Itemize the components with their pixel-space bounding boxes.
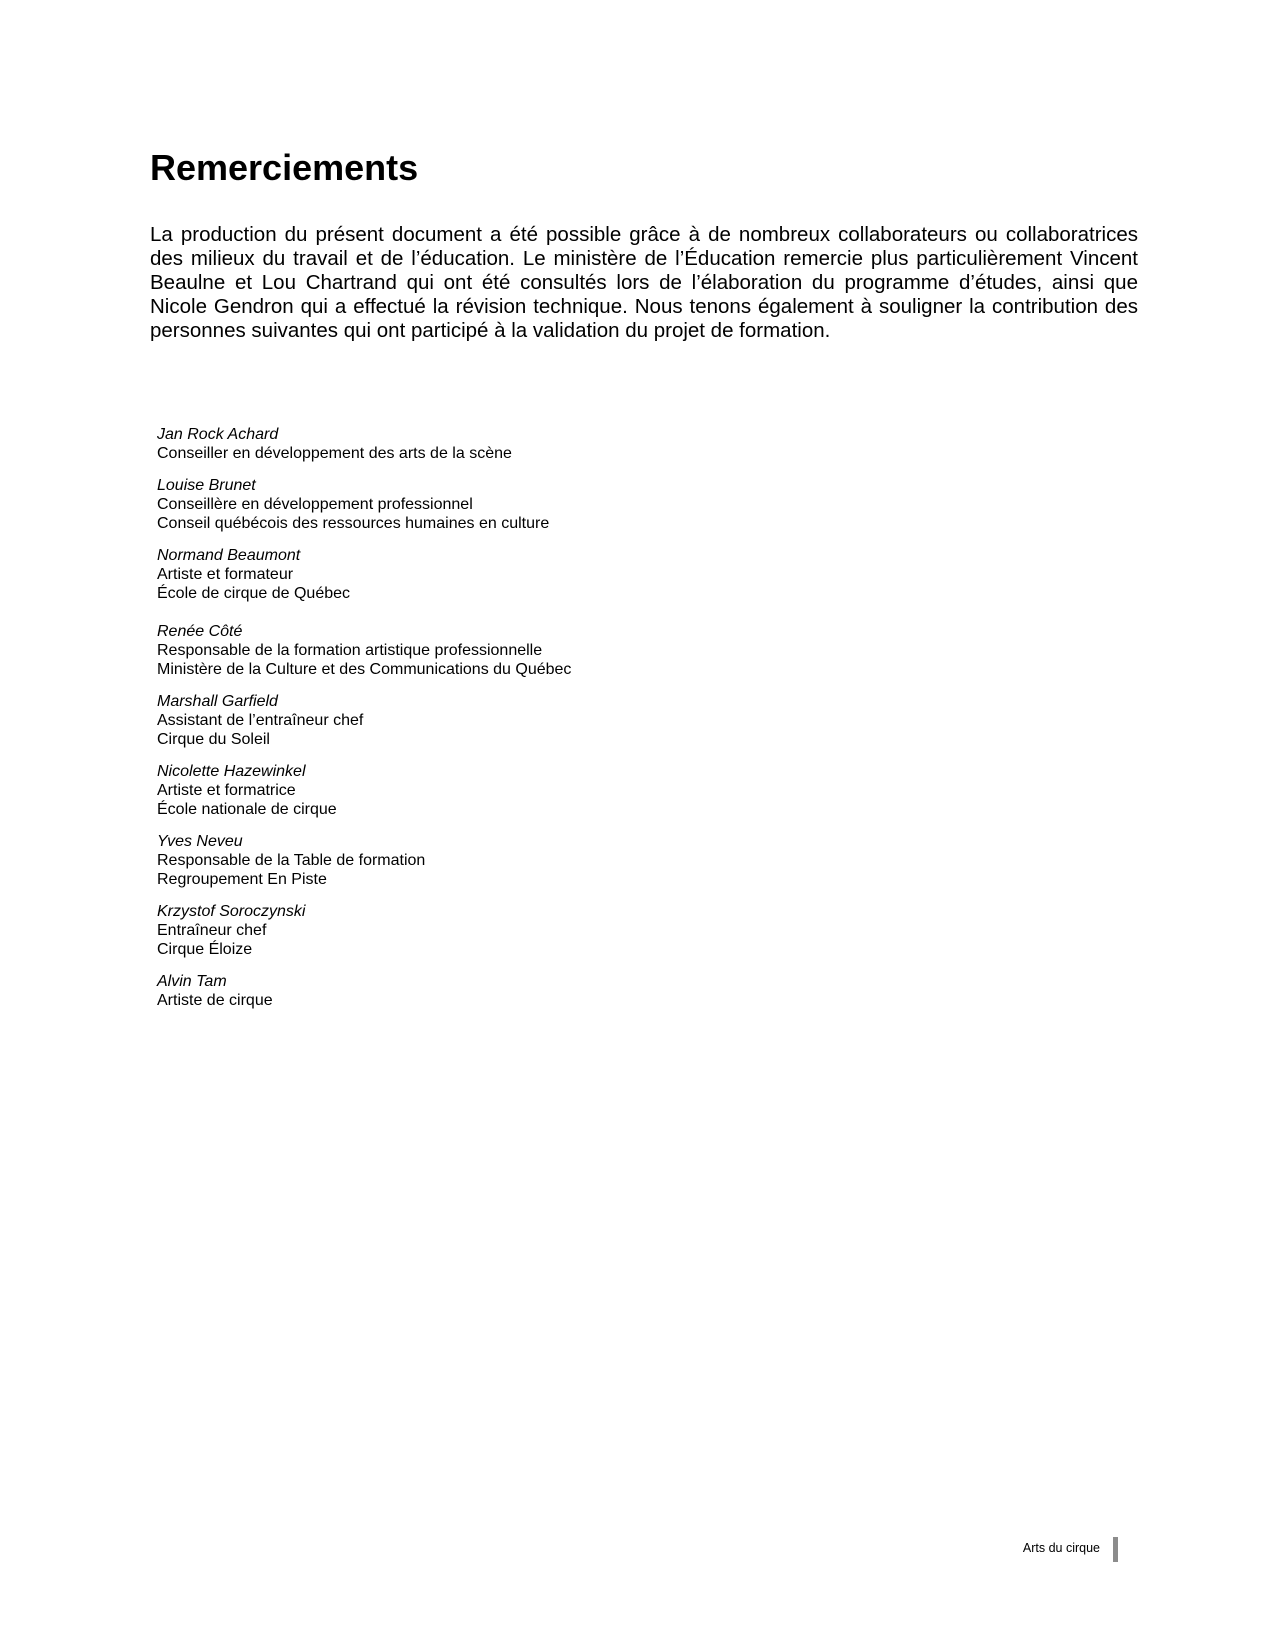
contributor-organization: École de cirque de Québec: [157, 585, 351, 602]
contributor-name: Nicolette Hazewinkel: [157, 763, 306, 780]
contributor-item: [157, 476, 857, 533]
contributor-name: Alvin Tam: [157, 973, 227, 990]
contributor-item: [157, 692, 857, 749]
page-title: Remerciements: [150, 147, 419, 188]
contributor-role: Artiste de cirque: [157, 992, 273, 1009]
contributor-item: [157, 902, 857, 959]
contributor-item: [157, 546, 857, 603]
contributor-item: [157, 425, 857, 463]
contributor-item: [157, 972, 857, 1010]
contributor-role: Artiste et formatrice: [157, 782, 296, 799]
contributor-role: Conseillère en développement professionnel: [157, 496, 473, 513]
contributor-organization: Regroupement En Piste: [157, 871, 327, 888]
contributor-item: [157, 622, 857, 679]
contributor-role: Responsable de la Table de formation: [157, 852, 426, 869]
contributor-name: Renée Côté: [157, 623, 243, 640]
contributor-role: Conseiller en développement des arts de la scène: [157, 445, 512, 462]
contributor-item: [157, 832, 857, 889]
contributor-organization: Cirque Éloize: [157, 941, 253, 958]
contributor-item: [157, 762, 857, 819]
contributor-name: Yves Neveu: [157, 833, 243, 850]
contributor-name: Jan Rock Achard: [157, 426, 279, 443]
contributor-role: Entraîneur chef: [157, 922, 267, 939]
contributor-name: Krzystof Soroczynski: [157, 903, 306, 920]
contributor-name: Marshall Garfield: [157, 693, 278, 710]
contributor-name: Louise Brunet: [157, 477, 256, 494]
contributor-list: [157, 425, 857, 1023]
contributor-organization: Cirque du Soleil: [157, 731, 270, 748]
contributor-role: Responsable de la formation artistique professionnelle: [157, 642, 543, 659]
contributor-organization: École nationale de cirque: [157, 801, 337, 818]
contributor-role: Assistant de l’entraîneur chef: [157, 712, 364, 729]
intro-paragraph: La production du présent document a été possible grâce à de nombreux collaborateurs ou collaboratrices des milieux du travail et de l’éducation. Le ministère de l’Éducation remercie plus particulièrement Vincent Beaulne et Lou Chartrand qui ont été consultés lors de l’élaboration du programme d’études, ainsi que Nicole Gendron qui a effectué la révision technique. Nous tenons également à souligner la contribution des personnes suivantes qui ont participé à la validation du projet de formation.: [150, 223, 1138, 342]
contributor-role: Artiste et formateur: [157, 566, 294, 583]
footer-divider-bar: [1113, 1537, 1118, 1562]
footer-document-title: Arts du cirque: [1022, 1541, 1100, 1555]
contributor-organization: Conseil québécois des ressources humaines en culture: [157, 515, 550, 532]
contributor-organization: Ministère de la Culture et des Communications du Québec: [157, 661, 572, 678]
contributor-name: Normand Beaumont: [157, 547, 301, 564]
